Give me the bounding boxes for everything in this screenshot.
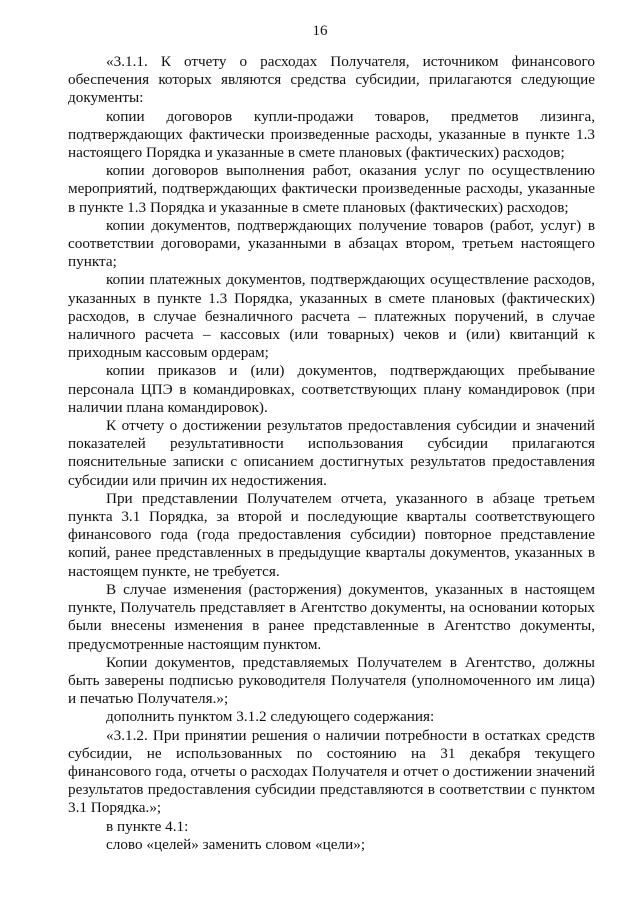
paragraph-3-1-1-intro: «3.1.1. К отчету о расходах Получателя, источником финансового обеспечения которых являются средства субсидии, прилагаются следующие документы:: [68, 53, 595, 107]
paragraph-word-replace: слово «целей» заменить словом «цели»;: [106, 835, 366, 853]
paragraph-purchase-contracts: копии договоров купли-продажи товаров, предметов лизинга, подтверждающих фактически произведенные расходы, указанные в пункте 1.3 настоящего Порядка и указанные в смете плановых (фактических) расходов;: [68, 107, 595, 162]
paragraph-document-changes: В случае изменения (расторжения) документов, указанных в настоящем пункте, Получатель представляет в Агентство документы, на основании которых были внесены изменения в ранее представленные в Агентство документы, предусмотренные настоящим пунктом.: [68, 580, 595, 653]
paragraph-repeat-submission: При представлении Получателем отчета, указанного в абзаце третьем пункта 3.1 Порядка, за второй и последующие кварталы соответствующего финансового года (года предоставления субсидии) повторное представление копий, ранее представленных в предыдущие кварталы документов, указанных в настоящем пункте, не требуется.: [68, 489, 595, 580]
paragraph-item-4-1: в пункте 4.1:: [106, 817, 189, 835]
document-body: [68, 53, 595, 854]
paragraph-payment-documents: копии платежных документов, подтверждающих осуществление расходов, указанных в пункте 1.3 Порядка, указанных в смете плановых (фактических) расходов, в случае безналичного расчета – платежных поручений, в случае наличного расчета – кассовых (или товарных) чеков и (или) квитанций к приходным кассовым ордерам;: [68, 271, 595, 362]
paragraph-add-3-1-2: дополнить пунктом 3.1.2 следующего содержания:: [106, 708, 435, 726]
page-number: 16: [312, 23, 328, 39]
paragraph-3-1-2: «3.1.2. При принятии решения о наличии потребности в остатках средств субсидии, не использованных по состоянию на 31 декабря текущего финансового года, отчеты о расходах Получателя и отчет о достижении значений результатов предоставления субсидии представляются в соответствии с пунктом 3.1 Порядка.»;: [68, 726, 595, 817]
paragraph-results-report: К отчету о достижении результатов предоставления субсидии и значений показателей результативности использования субсидии прилагаются пояснительные записки с описанием достигнутых результатов предоставления субсидии или причин их недостижения.: [68, 417, 595, 489]
paragraph-works-contracts: копии договоров выполнения работ, оказания услуг по осуществлению мероприятий, подтверждающих фактически произведенные расходы, указанные в пункте 1.3 Порядка и указанные в смете плановых (фактических) расходов;: [68, 162, 595, 216]
paragraph-certification: Копии документов, представляемых Получателем в Агентство, должны быть заверены подписью руководителя Получателя (уполномоченного им лица) и печатью Получателя.»;: [68, 653, 595, 708]
paragraph-travel-orders: копии приказов и (или) документов, подтверждающих пребывание персонала ЦПЭ в командировках, соответствующих плану командировок (при наличии плана командировок).: [68, 362, 595, 416]
paragraph-receipt-documents: копии документов, подтверждающих получение товаров (работ, услуг) в соответствии договорами, указанными в абзацах втором, третьем настоящего пункта;: [68, 216, 595, 271]
